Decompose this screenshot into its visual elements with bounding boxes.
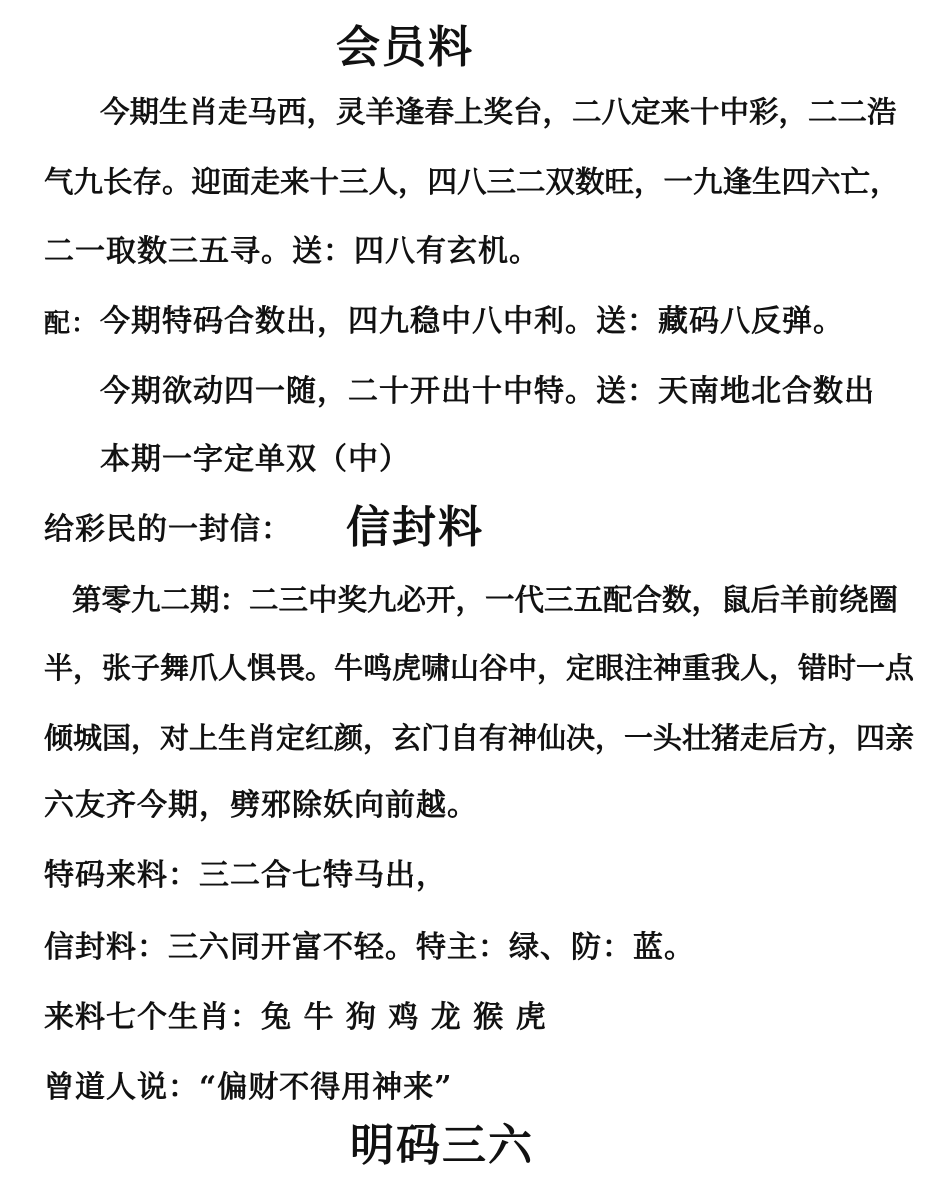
- special-source-line: 特码来料：三二合七特马出，: [44, 858, 447, 893]
- pei-line-1: 今期特码合数出，四九稳中八中利。送：藏码八反弹。: [100, 304, 844, 339]
- seven-zodiac-line: 来料七个生肖：兔 牛 狗 鸡 龙 猴 虎: [44, 1000, 547, 1035]
- single-double-line: 本期一字定单双（中）: [100, 442, 410, 477]
- member-line-1: 今期生肖走马西，灵羊逢春上奖台，二八定来十中彩，二二浩: [100, 94, 897, 129]
- member-heading: 会员料: [336, 22, 474, 73]
- letter-intro-label: 给彩民的一封信：: [44, 512, 292, 547]
- letter-line-2: 半，张子舞爪人惧畏。牛鸣虎啸山谷中，定眼注神重我人，错时一点: [44, 651, 915, 685]
- taoist-saying-line: 曾道人说：“偏财不得用神来”: [44, 1070, 453, 1105]
- pei-line-2: 今期欲动四一随，二十开出十中特。送：天南地北合数出: [100, 374, 875, 409]
- letter-line-3: 倾城国，对上生肖定红颜，玄门自有神仙决，一头壮猪走后方，四亲: [44, 721, 915, 755]
- envelope-material-line: 信封料：三六同开富不轻。特主：绿、防：蓝。: [44, 930, 695, 965]
- letter-line-4: 六友齐今期，劈邪除妖向前越。: [44, 788, 478, 823]
- envelope-heading: 信封料: [346, 502, 484, 553]
- pei-label: 配：: [44, 309, 99, 339]
- letter-line-1: 第零九二期：二三中奖九必开，一代三五配合数，鼠后羊前绕圈: [72, 582, 899, 617]
- member-line-3: 二一取数三五寻。送：四八有玄机。: [44, 234, 540, 269]
- member-line-2: 气九长存。迎面走来十三人，四八三二双数旺，一九逢生四六亡，: [44, 164, 900, 199]
- bright-code-heading: 明码三六: [350, 1120, 534, 1171]
